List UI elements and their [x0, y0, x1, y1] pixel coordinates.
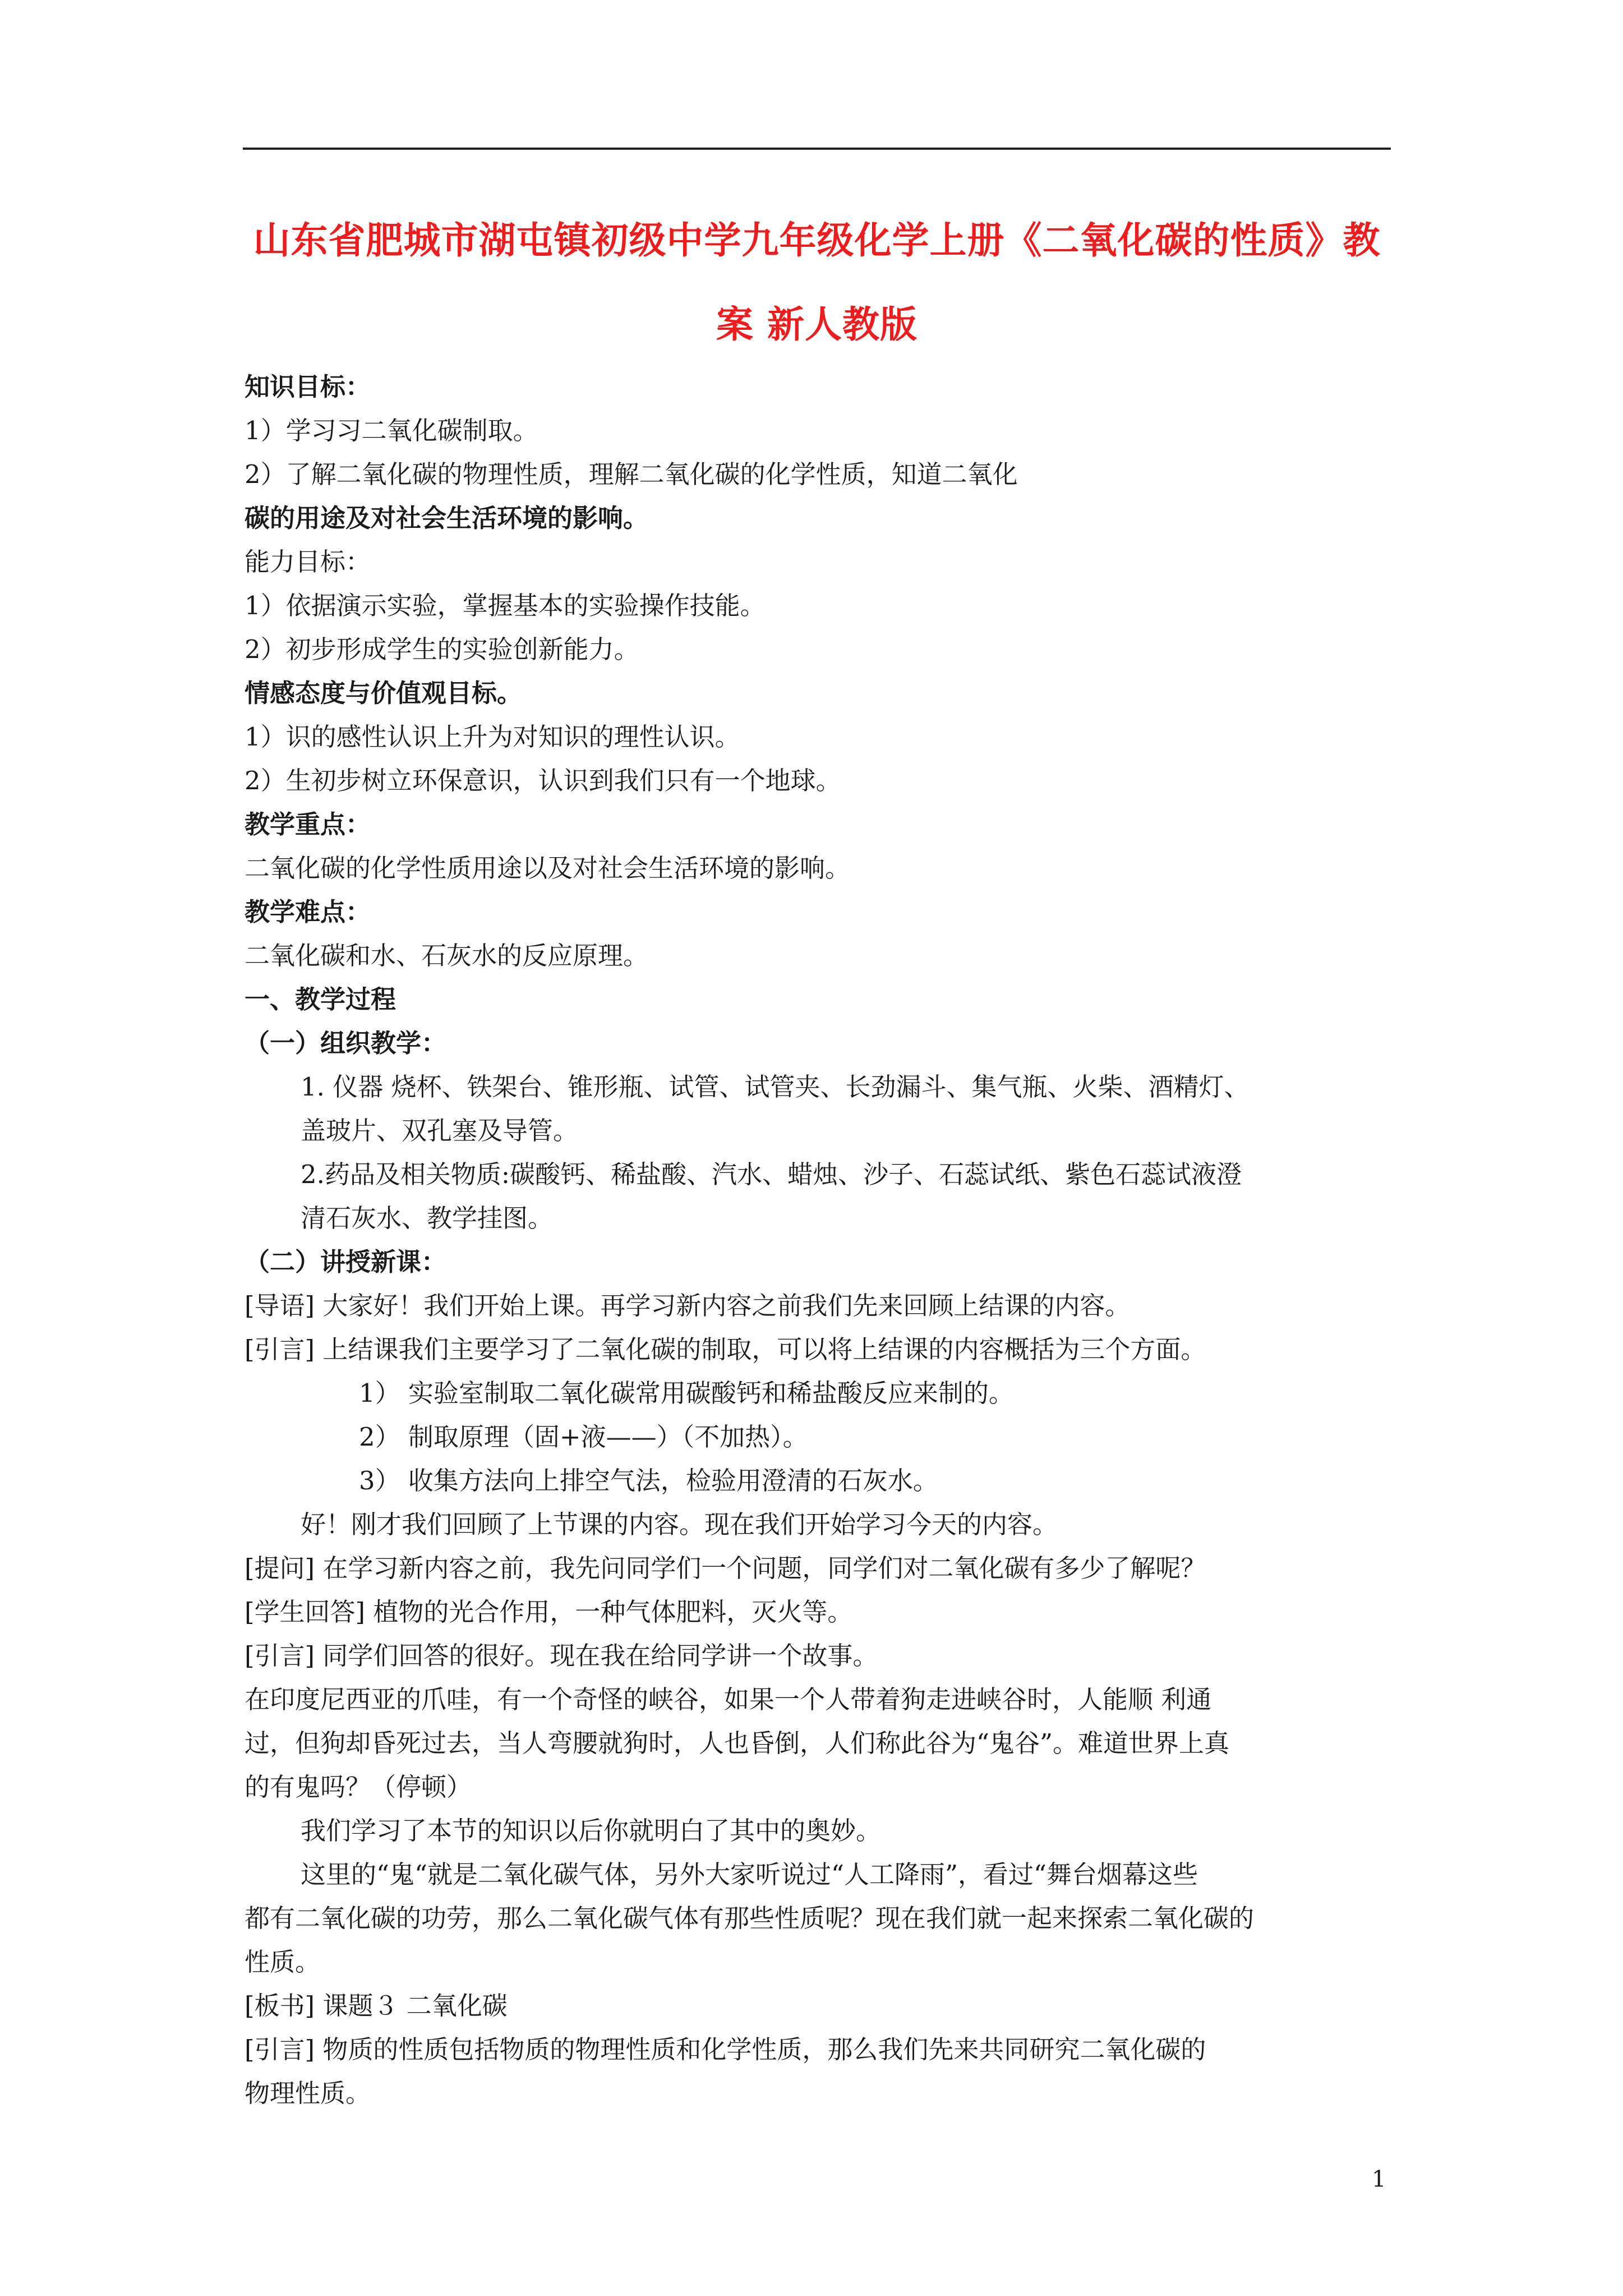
text-line: 二氧化碳的化学性质用途以及对社会生活环境的影响。 — [245, 853, 851, 883]
text-line: 2）初步形成学生的实验创新能力。 — [245, 634, 639, 664]
text-line: [引言] 同学们回答的很好。现在我在给同学讲一个故事。 — [245, 1641, 878, 1671]
text-line: 好！刚才我们回顾了上节课的内容。现在我们开始学习今天的内容。 — [301, 1510, 1058, 1539]
text-line: [引言] 物质的性质包括物质的物理性质和化学性质，那么我们先来共同研究二氧化碳的 — [245, 2035, 1206, 2064]
text-line: 1）学习习二氧化碳制取。 — [245, 416, 538, 445]
list-item: 1） 实验室制取二氧化碳常用碳酸钙和稀盐酸反应来制的。 — [359, 1378, 1014, 1408]
text-line: 物理性质。 — [245, 2078, 371, 2108]
list-item: 3） 收集方法向上排空气法，检验用澄清的石灰水。 — [359, 1466, 938, 1496]
page-number: 1 — [1372, 2166, 1386, 2192]
list-item: 1. 仪器 烧杯、铁架台、锥形瓶、试管、试管夹、长劲漏斗、集气瓶、火柴、酒精灯、 — [301, 1072, 1249, 1102]
heading-difficulties: 教学难点： — [245, 897, 371, 927]
text-line: [引言] 上结课我们主要学习了二氧化碳的制取，可以将上结课的内容概括为三个方面。 — [245, 1335, 1206, 1364]
text-line: 性质。 — [245, 1947, 321, 1977]
text-line: 在印度尼西亚的爪哇，有一个奇怪的峡谷，如果一个人带着狗走进峡谷时，人能顺 利通 — [245, 1685, 1212, 1714]
heading-attitude-goals: 情感态度与价值观目标。 — [245, 678, 523, 708]
text-line: 二氧化碳和水、石灰水的反应原理。 — [245, 941, 649, 970]
document-title-line-2: 案 新人教版 — [716, 302, 917, 346]
text-line: 这里的“鬼“就是二氧化碳气体，另外大家听说过“人工降雨”，看过“舞台烟幕这些 — [301, 1860, 1198, 1889]
heading-ability-goals: 能力目标： — [245, 547, 371, 577]
text-line: [提问] 在学习新内容之前，我先问同学们一个问题，同学们对二氧化碳有多少了解呢？ — [245, 1553, 1206, 1583]
text-line: 我们学习了本节的知识以后你就明白了其中的奥妙。 — [301, 1816, 882, 1846]
text-line: 都有二氧化碳的功劳，那么二氧化碳气体有那些性质呢？现在我们就一起来探索二氧化碳的 — [245, 1903, 1255, 1933]
document-title-line-1: 山东省肥城市湖屯镇初级中学九年级化学上册《二氧化碳的性质》教 — [253, 218, 1381, 262]
text-line: 1）识的感性认识上升为对知识的理性认识。 — [245, 722, 740, 752]
header-rule — [243, 148, 1391, 150]
text-line: [板书] 课题３ 二氧化碳 — [245, 1991, 508, 2021]
text-line: 碳的用途及对社会生活环境的影响。 — [245, 503, 649, 533]
text-line: 过，但狗却昏死过去，当人弯腰就狗时，人也昏倒，人们称此谷为“鬼谷”。难道世界上真 — [245, 1728, 1230, 1758]
text-line: [导语] 大家好！我们开始上课。再学习新内容之前我们先来回顾上结课的内容。 — [245, 1291, 1131, 1320]
heading-teaching-process: 一、教学过程 — [245, 984, 396, 1014]
list-item: 2） 制取原理（固+液——）（不加热）。 — [359, 1422, 808, 1452]
list-item: 2.药品及相关物质:碳酸钙、稀盐酸、汽水、蜡烛、沙子、石蕊试纸、紫色石蕊试液澄 — [301, 1159, 1242, 1189]
text-line: 2）生初步树立环保意识，认识到我们只有一个地球。 — [245, 766, 841, 795]
heading-knowledge-goals: 知识目标： — [245, 372, 371, 402]
list-item-continued: 清石灰水、教学挂图。 — [301, 1203, 554, 1233]
text-line: 2）了解二氧化碳的物理性质，理解二氧化碳的化学性质，知道二氧化 — [245, 459, 1018, 489]
heading-key-points: 教学重点： — [245, 809, 371, 839]
text-line: 的有鬼吗？（停顿） — [245, 1772, 472, 1802]
text-line: 1）依据演示实验，掌握基本的实验操作技能。 — [245, 591, 766, 620]
text-line: [学生回答] 植物的光合作用，一种气体肥料，灭火等。 — [245, 1597, 853, 1627]
heading-organize-teaching: （一）组织教学： — [245, 1028, 447, 1058]
heading-new-lesson: （二）讲授新课： — [245, 1247, 447, 1277]
list-item-continued: 盖玻片、双孔塞及导管。 — [301, 1116, 579, 1145]
